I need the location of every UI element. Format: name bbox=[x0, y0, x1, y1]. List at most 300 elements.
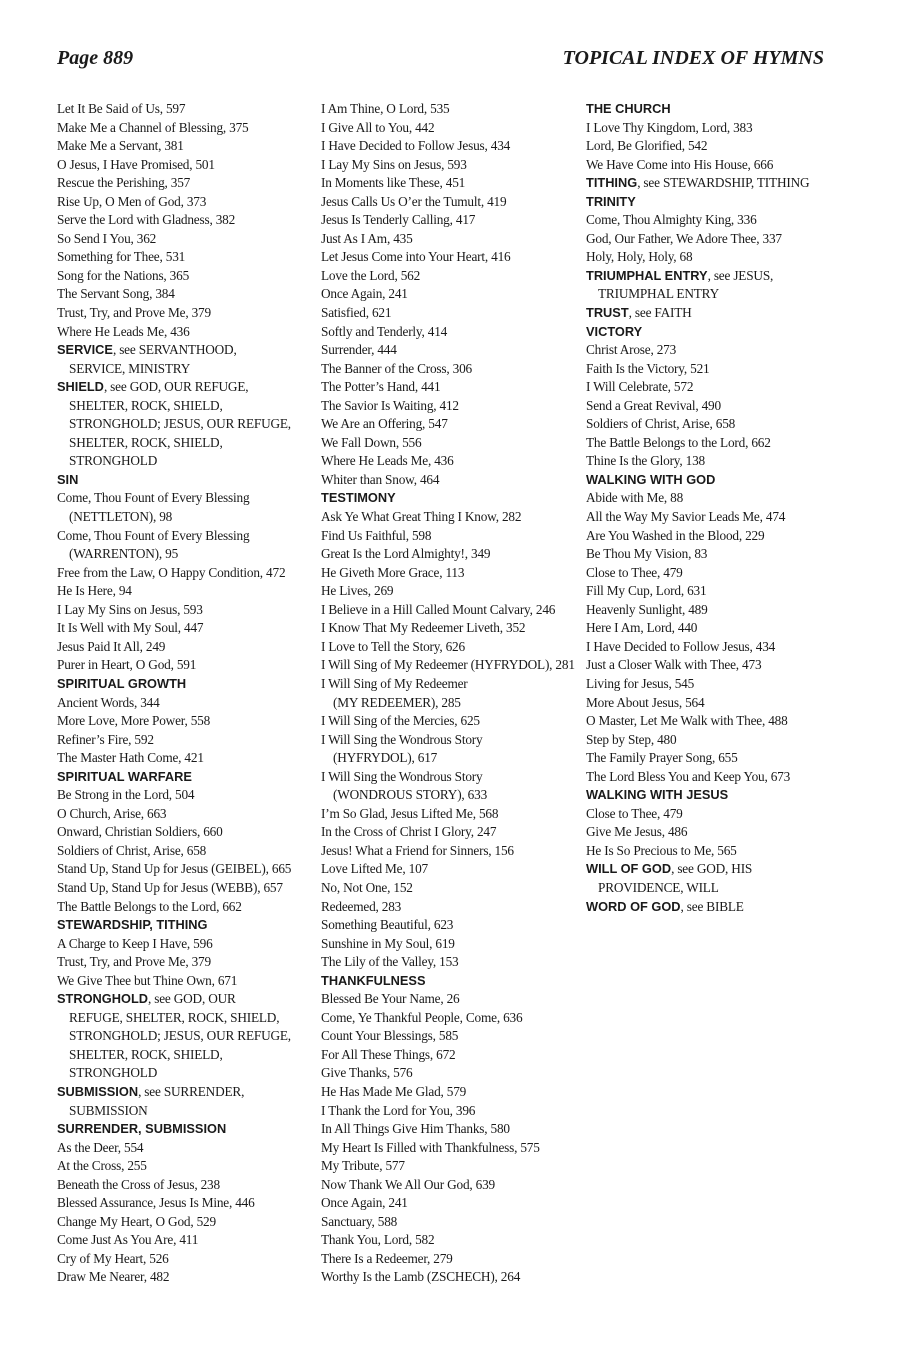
entry-text: Whiter than Snow, 464 bbox=[321, 471, 440, 487]
index-entry bbox=[57, 489, 307, 508]
entry-text: SHELTER, ROCK, SHIELD, bbox=[69, 1046, 223, 1062]
entry-text: More About Jesus, 564 bbox=[586, 694, 705, 710]
index-entry bbox=[321, 582, 571, 601]
index-entry bbox=[586, 248, 831, 267]
index-entry bbox=[57, 712, 307, 731]
index-entry bbox=[586, 378, 831, 397]
index-cross-reference bbox=[586, 267, 831, 286]
entry-text: Come Just As You Are, 411 bbox=[57, 1232, 199, 1248]
index-column-1 bbox=[57, 100, 307, 1287]
entry-text: Something Beautiful, 623 bbox=[321, 917, 454, 933]
index-entry bbox=[57, 1064, 307, 1083]
index-entry bbox=[57, 1268, 307, 1287]
topic-label: STRONGHOLD bbox=[57, 991, 148, 1007]
index-entry bbox=[321, 1250, 571, 1269]
entry-text: I Will Sing of My Redeemer (HYFRYDOL), 281 bbox=[321, 657, 575, 673]
entry-text: We Give Thee but Thine Own, 671 bbox=[57, 972, 238, 988]
entry-text: Once Again, 241 bbox=[321, 1195, 408, 1211]
entry-text: The Banner of the Cross, 306 bbox=[321, 360, 472, 376]
index-heading bbox=[586, 471, 831, 490]
entry-text: (WARRENTON), 95 bbox=[69, 546, 179, 562]
index-entry bbox=[57, 248, 307, 267]
entry-text: Make Me a Channel of Blessing, 375 bbox=[57, 119, 249, 135]
index-entry bbox=[57, 434, 307, 453]
index-entry bbox=[586, 638, 831, 657]
index-entry bbox=[57, 527, 307, 546]
index-entry bbox=[57, 972, 307, 991]
entry-text: God, Our Father, We Adore Thee, 337 bbox=[586, 230, 782, 246]
entry-text: Purer in Heart, O God, 591 bbox=[57, 657, 197, 673]
index-entry bbox=[321, 842, 571, 861]
index-heading bbox=[57, 916, 307, 935]
index-entry bbox=[321, 935, 571, 954]
index-entry bbox=[321, 211, 571, 230]
index-cross-reference bbox=[57, 341, 307, 360]
entry-text: He Is So Precious to Me, 565 bbox=[586, 842, 737, 858]
entry-text: Sunshine in My Soul, 619 bbox=[321, 935, 455, 951]
index-entry bbox=[57, 656, 307, 675]
topic-label: WALKING WITH GOD bbox=[586, 471, 716, 487]
entry-text: At the Cross, 255 bbox=[57, 1158, 147, 1174]
index-entry bbox=[57, 267, 307, 286]
index-entry bbox=[57, 1046, 307, 1065]
entry-text: Softly and Tenderly, 414 bbox=[321, 323, 448, 339]
entry-text: All the Way My Savior Leads Me, 474 bbox=[586, 509, 786, 525]
entry-text: Stand Up, Stand Up for Jesus (GEIBEL), 665 bbox=[57, 861, 292, 877]
entry-text: My Heart Is Filled with Thankfulness, 575 bbox=[321, 1139, 540, 1155]
topic-label: WILL OF GOD bbox=[586, 861, 672, 877]
index-entry bbox=[57, 415, 307, 434]
index-entry bbox=[586, 731, 831, 750]
index-entry bbox=[321, 1046, 571, 1065]
index-entry bbox=[586, 415, 831, 434]
topic-label: SHIELD bbox=[57, 379, 104, 395]
entry-text: Thine Is the Glory, 138 bbox=[586, 453, 705, 469]
index-entry bbox=[321, 341, 571, 360]
entry-text: Satisfied, 621 bbox=[321, 305, 392, 321]
index-entry bbox=[57, 694, 307, 713]
entry-text: Let It Be Said of Us, 597 bbox=[57, 101, 186, 116]
index-entry bbox=[321, 1064, 571, 1083]
index-entry bbox=[586, 601, 831, 620]
entry-text: We Fall Down, 556 bbox=[321, 434, 422, 450]
entry-text: Trust, Try, and Prove Me, 379 bbox=[57, 305, 211, 321]
index-entry bbox=[57, 1176, 307, 1195]
index-entry bbox=[57, 304, 307, 323]
index-heading bbox=[57, 1120, 307, 1139]
entry-text: (WONDROUS STORY), 633 bbox=[333, 787, 488, 803]
index-entry bbox=[57, 749, 307, 768]
index-heading bbox=[586, 323, 831, 342]
entry-text: Come, Ye Thankful People, Come, 636 bbox=[321, 1009, 523, 1025]
index-entry bbox=[321, 1268, 571, 1287]
entry-text: The Battle Belongs to the Lord, 662 bbox=[57, 898, 242, 914]
index-entry bbox=[321, 656, 575, 675]
entry-text: I Have Decided to Follow Jesus, 434 bbox=[321, 138, 511, 154]
index-entry bbox=[586, 749, 831, 768]
index-entry bbox=[57, 508, 307, 527]
entry-text: SERVICE, MINISTRY bbox=[69, 360, 191, 376]
index-entry bbox=[586, 489, 831, 508]
entry-text: Living for Jesus, 545 bbox=[586, 675, 695, 691]
index-entry bbox=[586, 675, 831, 694]
entry-text: More Love, More Power, 558 bbox=[57, 713, 211, 729]
entry-text: , see SERVANTHOOD, bbox=[112, 342, 237, 358]
index-entry bbox=[586, 564, 831, 583]
entry-text: We Are an Offering, 547 bbox=[321, 416, 448, 432]
entry-text: In Moments like These, 451 bbox=[321, 175, 466, 191]
entry-text: Find Us Faithful, 598 bbox=[321, 527, 432, 543]
index-entry bbox=[321, 508, 571, 527]
index-entry bbox=[321, 119, 571, 138]
entry-text: Surrender, 444 bbox=[321, 342, 397, 358]
topic-label: TRIUMPHAL ENTRY bbox=[586, 267, 708, 283]
entry-text: Come, Thou Fount of Every Blessing bbox=[57, 490, 250, 506]
index-entry bbox=[57, 953, 307, 972]
topic-label: TESTIMONY bbox=[321, 490, 396, 506]
entry-text: STRONGHOLD bbox=[69, 453, 158, 469]
index-heading bbox=[57, 471, 307, 490]
index-entry bbox=[321, 1083, 571, 1102]
entry-text: Something for Thee, 531 bbox=[57, 249, 186, 265]
index-entry bbox=[321, 1176, 571, 1195]
index-entry bbox=[321, 1120, 571, 1139]
index-entry bbox=[586, 823, 831, 842]
index-entry bbox=[321, 452, 571, 471]
entry-text: Love the Lord, 562 bbox=[321, 267, 421, 283]
topic-label: WORD OF GOD bbox=[586, 898, 681, 914]
index-entry bbox=[586, 452, 831, 471]
entry-text: Blessed Be Your Name, 26 bbox=[321, 991, 460, 1007]
entry-text: Christ Arose, 273 bbox=[586, 342, 677, 358]
index-entry bbox=[321, 619, 571, 638]
entry-text: The Lily of the Valley, 153 bbox=[321, 954, 459, 970]
index-entry bbox=[57, 1139, 307, 1158]
index-entry bbox=[586, 137, 831, 156]
index-entry bbox=[321, 545, 571, 564]
index-entry bbox=[57, 1102, 307, 1121]
index-entry bbox=[586, 341, 831, 360]
topic-label: TITHING bbox=[586, 175, 638, 191]
entry-text: I Lay My Sins on Jesus, 593 bbox=[57, 601, 203, 617]
index-entry bbox=[321, 1009, 571, 1028]
index-entry bbox=[321, 860, 571, 879]
topic-label: TRUST bbox=[586, 305, 629, 321]
entry-text: Onward, Christian Soldiers, 660 bbox=[57, 824, 223, 840]
index-entry bbox=[321, 1231, 571, 1250]
index-entry bbox=[586, 712, 831, 731]
entry-text: Holy, Holy, Holy, 68 bbox=[586, 249, 693, 265]
entry-text: He Has Made Me Glad, 579 bbox=[321, 1083, 467, 1099]
entry-text: Beneath the Cross of Jesus, 238 bbox=[57, 1176, 220, 1192]
entry-text: Trust, Try, and Prove Me, 379 bbox=[57, 954, 211, 970]
entry-text: Here I Am, Lord, 440 bbox=[586, 620, 698, 636]
index-entry bbox=[586, 879, 831, 898]
entry-text: Be Thou My Vision, 83 bbox=[586, 546, 708, 562]
index-entry bbox=[321, 675, 571, 694]
topic-label: STEWARDSHIP, TITHING bbox=[57, 917, 208, 933]
entry-text: STRONGHOLD; JESUS, OUR REFUGE, bbox=[69, 1028, 291, 1044]
entry-text: I Am Thine, O Lord, 535 bbox=[321, 101, 450, 116]
index-entry bbox=[57, 638, 307, 657]
index-entry bbox=[57, 1194, 307, 1213]
index-entry bbox=[321, 823, 571, 842]
index-cross-reference bbox=[57, 1083, 307, 1102]
index-entry bbox=[586, 619, 831, 638]
index-entry bbox=[57, 323, 307, 342]
index-entry bbox=[321, 304, 571, 323]
index-entry bbox=[57, 156, 307, 175]
entry-text: I Will Sing the Wondrous Story bbox=[321, 768, 483, 784]
index-entry bbox=[321, 1102, 571, 1121]
entry-text: Ancient Words, 344 bbox=[57, 694, 160, 710]
index-column-2 bbox=[321, 100, 575, 1287]
index-entry bbox=[57, 1231, 307, 1250]
entry-text: Just As I Am, 435 bbox=[321, 230, 413, 246]
page-number: Page 889 bbox=[57, 47, 134, 69]
index-entry bbox=[57, 601, 307, 620]
entry-text: I Will Sing the Wondrous Story bbox=[321, 731, 483, 747]
index-entry bbox=[586, 656, 831, 675]
index-entry bbox=[321, 768, 571, 787]
page-title: TOPICAL INDEX OF HYMNS bbox=[562, 47, 824, 69]
entry-text: Free from the Law, O Happy Condition, 472 bbox=[57, 564, 286, 580]
index-entry bbox=[586, 508, 831, 527]
entry-text: I Believe in a Hill Called Mount Calvary, 246 bbox=[321, 601, 556, 617]
entry-text: Serve the Lord with Gladness, 382 bbox=[57, 212, 236, 228]
entry-text: Song for the Nations, 365 bbox=[57, 267, 190, 283]
index-entry bbox=[321, 638, 571, 657]
entry-text: We Have Come into His House, 666 bbox=[586, 156, 774, 172]
index-cross-reference bbox=[57, 378, 307, 397]
index-entry bbox=[57, 935, 307, 954]
entry-text: Rise Up, O Men of God, 373 bbox=[57, 193, 207, 209]
entry-text: I Will Sing of My Redeemer bbox=[321, 675, 468, 691]
entry-text: Come, Thou Almighty King, 336 bbox=[586, 212, 757, 228]
index-entry bbox=[57, 564, 307, 583]
entry-text: Thank You, Lord, 582 bbox=[321, 1232, 435, 1248]
index-entry bbox=[57, 452, 307, 471]
index-entry bbox=[321, 712, 571, 731]
entry-text: O Church, Arise, 663 bbox=[57, 805, 167, 821]
entry-text: , see JESUS, bbox=[707, 267, 774, 283]
index-entry bbox=[586, 230, 831, 249]
topic-label: WALKING WITH JESUS bbox=[586, 787, 729, 803]
index-entry bbox=[321, 564, 571, 583]
entry-text: Soldiers of Christ, Arise, 658 bbox=[57, 842, 207, 858]
index-heading bbox=[321, 972, 571, 991]
entry-text: SUBMISSION bbox=[69, 1102, 148, 1118]
index-entry bbox=[321, 285, 571, 304]
entry-text: , see FAITH bbox=[628, 305, 692, 321]
topic-label: TRINITY bbox=[586, 193, 636, 209]
entry-text: Close to Thee, 479 bbox=[586, 564, 683, 580]
entry-text: Make Me a Servant, 381 bbox=[57, 138, 184, 154]
index-entry bbox=[57, 619, 307, 638]
index-entry bbox=[321, 1194, 571, 1213]
entry-text: Send a Great Revival, 490 bbox=[586, 397, 721, 413]
index-entry bbox=[57, 786, 307, 805]
index-entry bbox=[321, 601, 571, 620]
entry-text: SHELTER, ROCK, SHIELD, bbox=[69, 397, 223, 413]
entry-text: STRONGHOLD; JESUS, OUR REFUGE, bbox=[69, 416, 291, 432]
entry-text: Abide with Me, 88 bbox=[586, 490, 684, 506]
index-entry bbox=[321, 248, 571, 267]
entry-text: In the Cross of Christ I Glory, 247 bbox=[321, 824, 497, 840]
entry-text: Worthy Is the Lamb (ZSCHECH), 264 bbox=[321, 1269, 521, 1285]
index-heading bbox=[321, 489, 571, 508]
index-entry bbox=[586, 582, 831, 601]
topic-label: THE CHURCH bbox=[586, 101, 671, 116]
entry-text: Faith Is the Victory, 521 bbox=[586, 360, 710, 376]
index-heading bbox=[586, 100, 831, 119]
entry-text: Jesus! What a Friend for Sinners, 156 bbox=[321, 842, 514, 858]
entry-text: Step by Step, 480 bbox=[586, 731, 677, 747]
index-entry bbox=[586, 842, 831, 861]
entry-text: Close to Thee, 479 bbox=[586, 805, 683, 821]
entry-text: My Tribute, 577 bbox=[321, 1158, 405, 1174]
entry-text: He Lives, 269 bbox=[321, 583, 394, 599]
entry-text: , see GOD, OUR bbox=[148, 991, 236, 1007]
entry-text: Cry of My Heart, 526 bbox=[57, 1250, 169, 1266]
entry-text: , see STEWARDSHIP, TITHING bbox=[637, 175, 810, 191]
entry-text: I’m So Glad, Jesus Lifted Me, 568 bbox=[321, 805, 499, 821]
index-entry bbox=[57, 823, 307, 842]
index-cross-reference bbox=[586, 304, 831, 323]
entry-text: Draw Me Nearer, 482 bbox=[57, 1269, 170, 1285]
entry-text: Soldiers of Christ, Arise, 658 bbox=[586, 416, 736, 432]
entry-text: The Savior Is Waiting, 412 bbox=[321, 397, 459, 413]
topic-label: THANKFULNESS bbox=[321, 972, 426, 988]
index-entry bbox=[586, 397, 831, 416]
index-heading bbox=[57, 675, 307, 694]
index-heading bbox=[586, 786, 831, 805]
entry-text: Count Your Blessings, 585 bbox=[321, 1028, 459, 1044]
index-heading bbox=[586, 193, 831, 212]
index-entry bbox=[57, 898, 307, 917]
entry-text: , see SURRENDER, bbox=[138, 1083, 245, 1099]
index-entry bbox=[321, 397, 571, 416]
entry-text: The Potter’s Hand, 441 bbox=[321, 379, 441, 395]
topic-label: SUBMISSION bbox=[57, 1083, 139, 1099]
entry-text: I Have Decided to Follow Jesus, 434 bbox=[586, 638, 776, 654]
entry-text: Are You Washed in the Blood, 229 bbox=[586, 527, 765, 543]
entry-text: The Lord Bless You and Keep You, 673 bbox=[586, 768, 791, 784]
index-entry bbox=[321, 694, 571, 713]
index-entry bbox=[321, 916, 571, 935]
index-entry bbox=[321, 898, 571, 917]
index-entry bbox=[321, 879, 571, 898]
entry-text: Heavenly Sunlight, 489 bbox=[586, 601, 708, 617]
index-entry bbox=[321, 953, 571, 972]
index-entry bbox=[586, 119, 831, 138]
entry-text: There Is a Redeemer, 279 bbox=[321, 1250, 453, 1266]
index-heading bbox=[57, 768, 307, 787]
entry-text: Stand Up, Stand Up for Jesus (WEBB), 657 bbox=[57, 879, 283, 895]
entry-text: Redeemed, 283 bbox=[321, 898, 402, 914]
index-entry bbox=[57, 193, 307, 212]
entry-text: SHELTER, ROCK, SHIELD, bbox=[69, 434, 223, 450]
entry-text: Jesus Is Tenderly Calling, 417 bbox=[321, 212, 476, 228]
index-entry bbox=[321, 378, 571, 397]
index-entry bbox=[57, 1027, 307, 1046]
index-entry bbox=[586, 285, 831, 304]
index-entry bbox=[57, 137, 307, 156]
index-entry bbox=[321, 749, 571, 768]
entry-text: Refiner’s Fire, 592 bbox=[57, 731, 154, 747]
index-entry bbox=[321, 137, 571, 156]
entry-text: Blessed Assurance, Jesus Is Mine, 446 bbox=[57, 1195, 255, 1211]
entry-text: Give Me Jesus, 486 bbox=[586, 824, 688, 840]
entry-text: O Jesus, I Have Promised, 501 bbox=[57, 156, 215, 172]
entry-text: Lord, Be Glorified, 542 bbox=[586, 138, 708, 154]
entry-text: I Love Thy Kingdom, Lord, 383 bbox=[586, 119, 753, 135]
entry-text: Now Thank We All Our God, 639 bbox=[321, 1176, 495, 1192]
index-entry bbox=[321, 731, 571, 750]
index-entry bbox=[57, 860, 307, 879]
index-column-3 bbox=[586, 100, 831, 916]
entry-text: As the Deer, 554 bbox=[57, 1139, 144, 1155]
entry-text: I Will Celebrate, 572 bbox=[586, 379, 694, 395]
entry-text: Just a Closer Walk with Thee, 473 bbox=[586, 657, 762, 673]
index-entry bbox=[321, 156, 571, 175]
index-entry bbox=[57, 100, 307, 119]
index-entry bbox=[57, 842, 307, 861]
index-entry bbox=[57, 879, 307, 898]
entry-text: TRIUMPHAL ENTRY bbox=[598, 286, 719, 302]
index-entry bbox=[57, 285, 307, 304]
index-entry bbox=[586, 156, 831, 175]
entry-text: Rescue the Perishing, 357 bbox=[57, 175, 191, 191]
index-entry bbox=[321, 174, 571, 193]
entry-text: No, Not One, 152 bbox=[321, 879, 413, 895]
index-entry bbox=[321, 323, 571, 342]
index-entry bbox=[321, 267, 571, 286]
index-entry bbox=[57, 211, 307, 230]
entry-text: I Thank the Lord for You, 396 bbox=[321, 1102, 476, 1118]
entry-text: , see BIBLE bbox=[680, 898, 744, 914]
index-entry bbox=[586, 434, 831, 453]
topic-label: SERVICE bbox=[57, 342, 113, 358]
index-entry bbox=[586, 805, 831, 824]
index-entry bbox=[586, 694, 831, 713]
entry-text: I Know That My Redeemer Liveth, 352 bbox=[321, 620, 526, 636]
entry-text: The Servant Song, 384 bbox=[57, 286, 175, 302]
entry-text: For All These Things, 672 bbox=[321, 1046, 456, 1062]
entry-text: A Charge to Keep I Have, 596 bbox=[57, 935, 213, 951]
entry-text: Great Is the Lord Almighty!, 349 bbox=[321, 546, 491, 562]
entry-text: Love Lifted Me, 107 bbox=[321, 861, 428, 877]
entry-text: So Send I You, 362 bbox=[57, 230, 157, 246]
index-entry bbox=[586, 360, 831, 379]
entry-text: Be Strong in the Lord, 504 bbox=[57, 787, 195, 803]
index-entry bbox=[321, 990, 571, 1009]
entry-text: Jesus Paid It All, 249 bbox=[57, 638, 166, 654]
index-entry bbox=[321, 1139, 571, 1158]
index-entry bbox=[57, 582, 307, 601]
topic-label: SPIRITUAL GROWTH bbox=[57, 675, 187, 691]
entry-text: The Master Hath Come, 421 bbox=[57, 750, 204, 766]
index-entry bbox=[57, 174, 307, 193]
index-cross-reference bbox=[57, 990, 307, 1009]
index-entry bbox=[57, 397, 307, 416]
entry-text: , see GOD, OUR REFUGE, bbox=[103, 379, 249, 395]
entry-text: Once Again, 241 bbox=[321, 286, 408, 302]
entry-text: I Love to Tell the Story, 626 bbox=[321, 638, 465, 654]
index-entry bbox=[57, 119, 307, 138]
index-cross-reference bbox=[586, 174, 831, 193]
index-entry bbox=[57, 805, 307, 824]
